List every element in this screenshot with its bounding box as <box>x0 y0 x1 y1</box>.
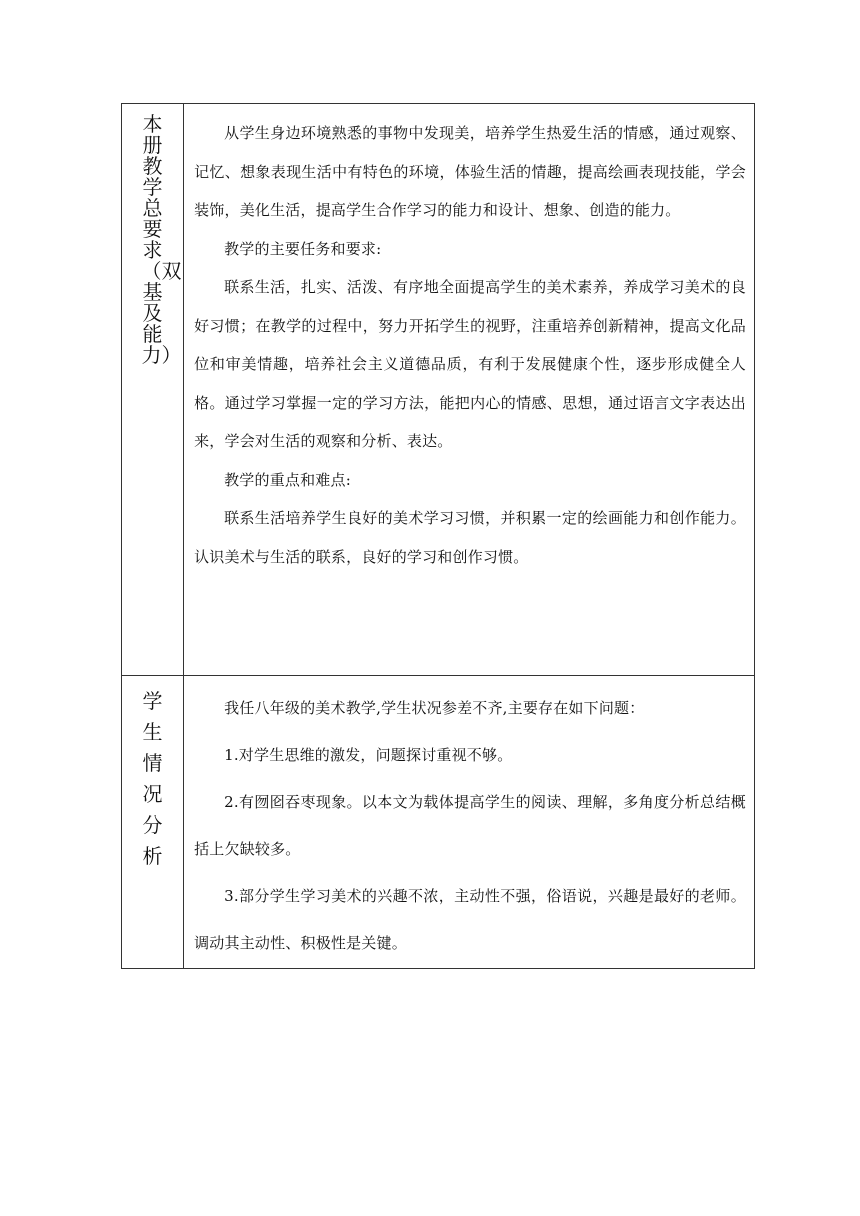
requirements-paragraph: 联系生活，扎实、活泼、有序地全面提高学生的美术素养，养成学习美术的良好习惯；在教学的过程中，努力开拓学生的视野，注重培养创新精神，提高文化品位和审美情趣，培养社会主义道德品质，有利于发展健康个性，逐步形成健全人格。通过学习掌握一定的学习方法，能把内心的情感、思想，通过语言文字表达出来，学会对生活的观察和分析、表达。 <box>194 278 746 450</box>
requirements-row <box>122 104 755 676</box>
requirements-subheading: 教学的重点和难点: <box>224 470 351 489</box>
students-paragraph: 2.有囫囵吞枣现象。以本文为载体提高学生的阅读、理解，多角度分析总结概括上欠缺较多。 <box>194 793 746 858</box>
students-body-cell <box>184 676 755 969</box>
document-table <box>121 103 755 969</box>
students-paragraph: 1.对学生思维的激发，问题探讨重视不够。 <box>224 746 513 764</box>
requirements-subheading: 教学的主要任务和要求: <box>224 239 382 258</box>
requirements-heading: 本册教学总要求（双基及能力） <box>141 112 182 367</box>
requirements-paragraph: 联系生活培养学生良好的美术学习习惯，并积累一定的绘画能力和创作能力。认识美术与生活的联系，良好的学习和创作习惯。 <box>194 509 746 566</box>
students-heading-cell <box>122 676 184 969</box>
students-paragraph: 3.部分学生学习美术的兴趣不浓，主动性不强，俗语说，兴趣是最好的老师。调动其主动性、积极性是关键。 <box>194 887 746 952</box>
requirements-heading-cell <box>122 104 184 676</box>
students-heading: 学生情况分析 <box>142 689 163 868</box>
students-paragraph: 我任八年级的美术教学,学生状况参差不齐,主要存在如下问题： <box>224 699 645 717</box>
students-row <box>122 676 755 969</box>
requirements-paragraph: 从学生身边环境熟悉的事物中发现美，培养学生热爱生活的情感，通过观察、记忆、想象表现生活中有特色的环境，体验生活的情趣，提高绘画表现技能，学会装饰，美化生活，提高学生合作学习的能力和设计、想象、创造的能力。 <box>194 124 746 219</box>
requirements-body-cell <box>184 104 755 676</box>
